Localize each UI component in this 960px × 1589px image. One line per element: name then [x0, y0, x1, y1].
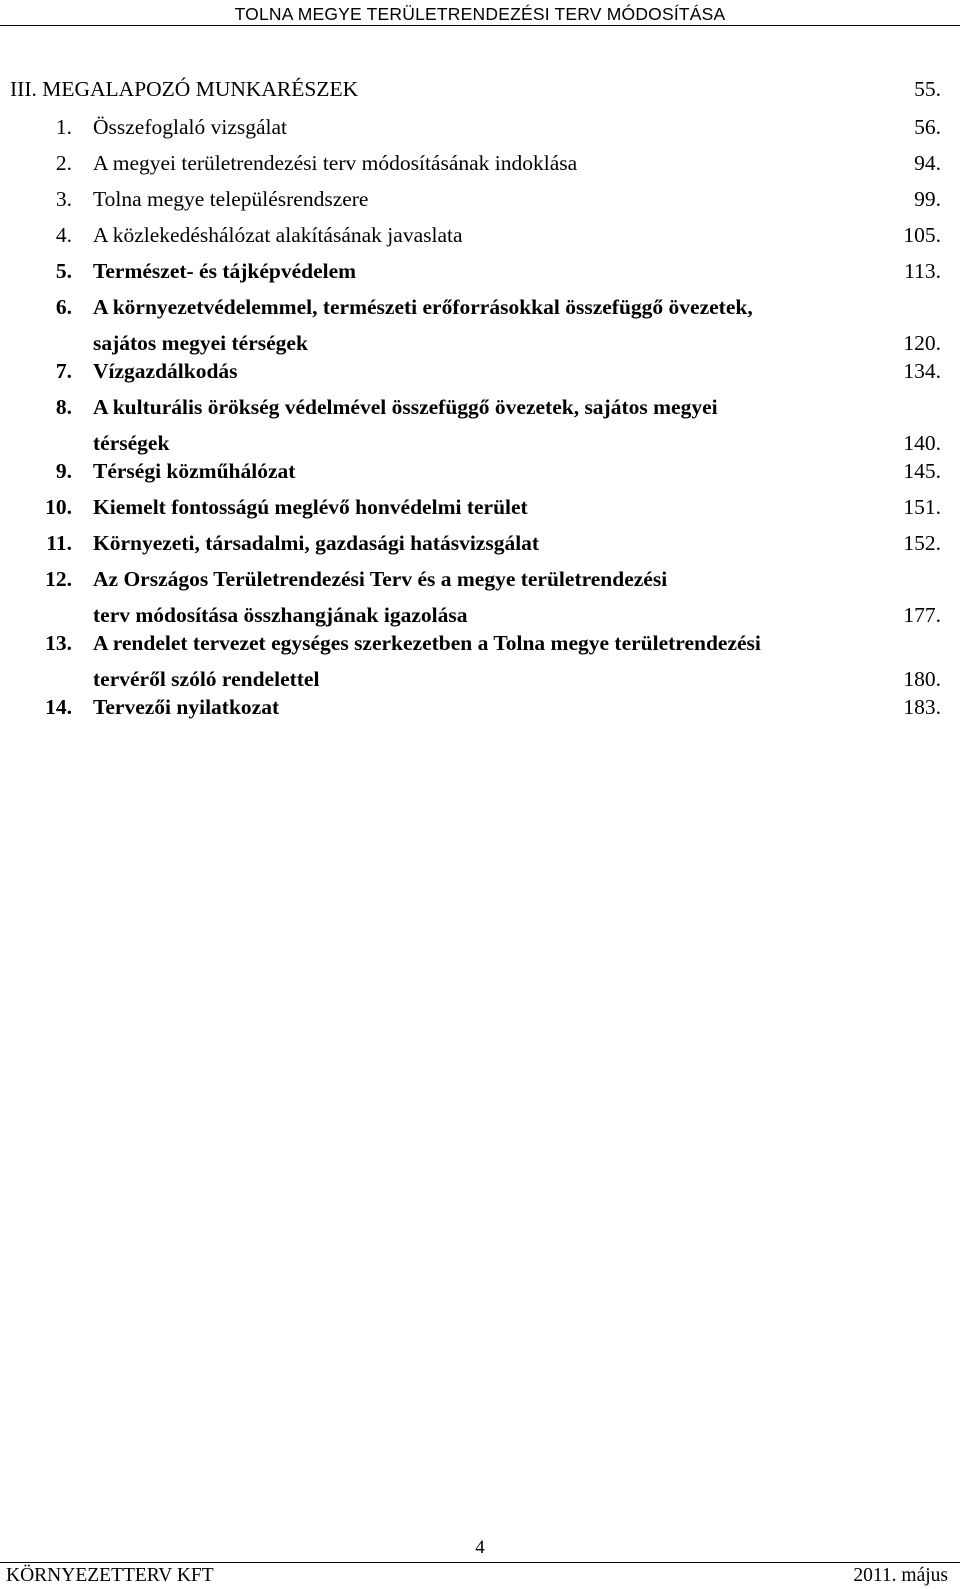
toc-entry-number: 9.	[55, 459, 72, 483]
toc-entry-title: Természet- és tájképvédelem	[93, 259, 357, 283]
toc-entry-title: terv módosítása összhangjának igazolása	[93, 603, 468, 627]
toc-entry-number: 5.	[55, 259, 72, 283]
toc-entry-title: Összefoglaló vizsgálat	[93, 115, 288, 139]
toc-entry-page: 145.	[903, 459, 941, 483]
toc-entry-page: 105.	[903, 223, 941, 247]
toc-entry-title: Kiemelt fontosságú meglévő honvédelmi terület	[93, 495, 528, 519]
toc-entry-title: A kulturális örökség védelmével összefüggő övezetek, sajátos megyei	[93, 395, 718, 419]
toc-entry-title: tervéről szóló rendelettel	[93, 667, 320, 691]
running-header: TOLNA MEGYE TERÜLETRENDEZÉSI TERV MÓDOSÍTÁSA	[234, 4, 726, 24]
toc-entry-number: 12.	[45, 567, 72, 591]
toc-entry-number: 6.	[55, 295, 72, 319]
toc-entry-page: 151.	[903, 495, 941, 519]
toc-entry-title: térségek	[93, 431, 170, 455]
toc-section-title: III. MEGALAPOZÓ MUNKARÉSZEK	[10, 77, 359, 101]
toc-entry-title: Környezeti, társadalmi, gazdasági hatásvizsgálat	[93, 531, 540, 555]
toc-entry-page: 134.	[903, 359, 941, 383]
toc-entry-page: 56.	[914, 115, 941, 139]
toc-entry-title: A közlekedéshálózat alakításának javaslata	[93, 223, 463, 247]
footer-date: 2011. május	[853, 1565, 948, 1586]
toc-section-page: 55.	[914, 77, 941, 101]
toc-entry-number: 13.	[45, 631, 72, 655]
toc-entry-title: Vízgazdálkodás	[93, 359, 238, 383]
toc-entry-title: Tolna megye településrendszere	[93, 187, 369, 211]
toc-entry-number: 7.	[55, 359, 72, 383]
toc-entry-title: Tervezői nyilatkozat	[93, 695, 280, 719]
toc-entry-number: 3.	[55, 187, 72, 211]
footer-company: KÖRNYEZETTERV KFT	[6, 1565, 214, 1586]
toc-entry-page: 94.	[914, 151, 941, 175]
header-rule	[0, 25, 960, 26]
toc-entry-number: 8.	[55, 395, 72, 419]
toc-entry-number: 1.	[55, 115, 72, 139]
toc-entry-page: 183.	[903, 695, 941, 719]
toc-entry-title: sajátos megyei térségek	[93, 331, 308, 355]
toc-entry-page: 140.	[903, 431, 941, 455]
footer-rule	[0, 1562, 960, 1563]
toc-entry-page: 113.	[904, 259, 941, 283]
page-number: 4	[475, 1537, 485, 1558]
toc-entry-number: 11.	[46, 531, 72, 555]
toc-entry-page: 152.	[903, 531, 941, 555]
toc-entry-number: 4.	[55, 223, 72, 247]
toc-entry-title: Az Országos Területrendezési Terv és a megye területrendezési	[93, 567, 668, 591]
toc-entry-title: A környezetvédelemmel, természeti erőforrásokkal összefüggő övezetek,	[93, 295, 753, 319]
toc-entry-number: 2.	[55, 151, 72, 175]
toc-entry-page: 180.	[903, 667, 941, 691]
toc-entry-number: 14.	[45, 695, 72, 719]
toc-entry-page: 99.	[914, 187, 941, 211]
toc-entry-title: Térségi közműhálózat	[93, 459, 296, 483]
toc-entry-title: A rendelet tervezet egységes szerkezetben a Tolna megye területrendezési	[93, 631, 761, 655]
toc-entry-number: 10.	[45, 495, 72, 519]
toc-entry-title: A megyei területrendezési terv módosításának indoklása	[93, 151, 578, 175]
toc-entry-page: 120.	[903, 331, 941, 355]
toc-entry-page: 177.	[903, 603, 941, 627]
